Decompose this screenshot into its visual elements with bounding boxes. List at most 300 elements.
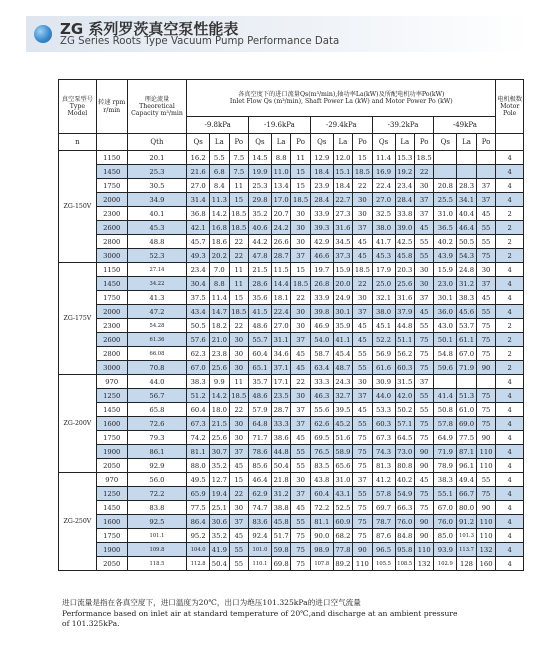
- table-cell: 30: [229, 361, 248, 375]
- table-cell: 37.1: [271, 361, 290, 375]
- table-cell: 28.7: [271, 403, 290, 417]
- table-cell: 28.4: [395, 193, 414, 207]
- table-cell: 109.8: [127, 543, 187, 557]
- table-cell: 55: [414, 389, 433, 403]
- table-cell: 41.3: [127, 291, 187, 305]
- table-cell: 113.7: [457, 543, 476, 557]
- table-cell: 1600: [96, 515, 127, 529]
- table-cell: 37: [291, 417, 310, 431]
- table-cell: 12.9: [310, 151, 333, 165]
- table-cell: 22.7: [333, 193, 352, 207]
- table-cell: 2000: [96, 193, 127, 207]
- table-cell: 50.5: [187, 319, 210, 333]
- table-cell: 22.4: [372, 179, 395, 193]
- table-cell: 56.7: [127, 389, 187, 403]
- table-cell: 30: [291, 207, 310, 221]
- table-cell: 27.0: [187, 179, 210, 193]
- table-cell: 75: [353, 515, 372, 529]
- table-cell: 2800: [96, 347, 127, 361]
- table-cell: 4: [496, 543, 524, 557]
- table-row: [59, 403, 524, 417]
- table-cell: 55: [291, 445, 310, 459]
- table-cell: 43.8: [310, 473, 333, 487]
- table-cell: 30.7: [210, 445, 229, 459]
- table-cell: 98.9: [310, 543, 333, 557]
- table-cell: 74.2: [187, 431, 210, 445]
- table-cell: 22: [353, 277, 372, 291]
- table-cell: 38.3: [434, 473, 457, 487]
- footnote-en-line1: Performance based on inlet air at standard temperature of 20℃,and discharge at an ambient pressure: [62, 608, 458, 618]
- table-cell: 4: [496, 277, 524, 291]
- table-cell: 40.4: [457, 207, 476, 221]
- table-cell: 39.3: [310, 221, 333, 235]
- table-cell: 7.5: [229, 165, 248, 179]
- table-cell: 52.5: [333, 501, 352, 515]
- table-cell: 78.7: [372, 515, 395, 529]
- table-cell: 11: [229, 263, 248, 277]
- table-cell: 25.3: [249, 179, 272, 193]
- table-cell: 76.5: [310, 445, 333, 459]
- table-cell: 65.9: [187, 487, 210, 501]
- table-cell: 45: [414, 473, 433, 487]
- table-cell: 50.4: [210, 557, 229, 571]
- table-cell: 25.6: [395, 277, 414, 291]
- table-cell: 18.5: [229, 207, 248, 221]
- table-cell: 30.9: [372, 375, 395, 389]
- table-cell: 43.1: [333, 487, 352, 501]
- table-cell: 30: [476, 263, 496, 277]
- table-cell: 37.5: [187, 291, 210, 305]
- table-cell: 75: [414, 361, 433, 375]
- table-cell: 60.4: [249, 347, 272, 361]
- table-cell: 43.9: [434, 249, 457, 263]
- table-cell: 59.8: [271, 543, 290, 557]
- table-cell: 57.6: [187, 333, 210, 347]
- table-cell: 1750: [96, 529, 127, 543]
- footnote: [62, 598, 532, 630]
- table-cell: 38.6: [271, 431, 290, 445]
- table-cell: 85.6: [249, 459, 272, 473]
- table-cell: 21.5: [249, 263, 272, 277]
- table-cell: 49.3: [187, 249, 210, 263]
- table-cell: 11.4: [210, 291, 229, 305]
- table-cell: 52.2: [372, 333, 395, 347]
- table-row: [59, 193, 524, 207]
- table-cell: 24.3: [333, 375, 352, 389]
- rpm-unit: n: [59, 134, 97, 151]
- table-row: [59, 473, 524, 487]
- table-cell: 45: [353, 333, 372, 347]
- table-cell: 4: [496, 375, 524, 389]
- table-cell: 27.0: [372, 193, 395, 207]
- table-cell: 22: [229, 403, 248, 417]
- table-cell: 72.2: [310, 501, 333, 515]
- table-cell: 2300: [96, 319, 127, 333]
- table-cell: 41.5: [249, 305, 272, 319]
- table-cell: 30: [229, 347, 248, 361]
- table-cell: 81.1: [310, 515, 333, 529]
- table-cell: 80.8: [395, 459, 414, 473]
- table-cell: 21.8: [271, 473, 290, 487]
- table-cell: 34.6: [271, 347, 290, 361]
- table-cell: 33.3: [310, 375, 333, 389]
- table-cell: 30: [291, 389, 310, 403]
- table-cell: 8.8: [271, 151, 290, 165]
- table-cell: 55: [353, 347, 372, 361]
- table-cell: 75: [353, 445, 372, 459]
- table-cell: 18.6: [210, 235, 229, 249]
- table-cell: 54.28: [127, 319, 187, 333]
- table-cell: 2: [496, 235, 524, 249]
- table-cell: 39.0: [395, 221, 414, 235]
- table-cell: 41.1: [333, 333, 352, 347]
- table-cell: 1250: [96, 487, 127, 501]
- table-cell: 16.8: [210, 221, 229, 235]
- table-cell: 36.5: [434, 221, 457, 235]
- table-cell: 4: [496, 193, 524, 207]
- table-cell: [434, 151, 457, 165]
- sub-header: Po: [291, 134, 310, 151]
- table-cell: 40.2: [395, 473, 414, 487]
- table-cell: 23.9: [310, 179, 333, 193]
- table-cell: 75: [414, 417, 433, 431]
- table-cell: 30: [229, 501, 248, 515]
- table-cell: [476, 151, 496, 165]
- table-cell: 15: [291, 263, 310, 277]
- table-cell: 2: [496, 319, 524, 333]
- table-cell: 9.9: [210, 375, 229, 389]
- table-cell: 19.9: [249, 165, 272, 179]
- table-cell: 7.5: [229, 151, 248, 165]
- table-cell: 4: [496, 165, 524, 179]
- table-cell: 110: [414, 543, 433, 557]
- performance-table: [58, 79, 524, 571]
- table-cell: 4: [496, 389, 524, 403]
- table-cell: 49.5: [187, 473, 210, 487]
- table-cell: 31.6: [395, 291, 414, 305]
- table-cell: 30.1: [333, 305, 352, 319]
- table-cell: 45: [291, 431, 310, 445]
- table-cell: 28.7: [271, 249, 290, 263]
- table-cell: 110.1: [249, 557, 272, 571]
- table-cell: 26.6: [271, 235, 290, 249]
- table-cell: 1900: [96, 543, 127, 557]
- table-cell: 37: [476, 193, 496, 207]
- table-cell: 77.5: [187, 501, 210, 515]
- table-cell: 56.9: [372, 347, 395, 361]
- table-cell: 75: [476, 333, 496, 347]
- table-cell: 61.0: [457, 403, 476, 417]
- table-cell: 34.1: [457, 193, 476, 207]
- table-cell: 90: [353, 543, 372, 557]
- table-cell: 2: [496, 221, 524, 235]
- capacity-unit: Qth: [127, 134, 187, 151]
- table-cell: 88.0: [187, 459, 210, 473]
- table-cell: 2050: [96, 459, 127, 473]
- table-cell: 53.7: [457, 319, 476, 333]
- table-cell: 4: [496, 459, 524, 473]
- table-cell: 90: [414, 445, 433, 459]
- sub-header: Po: [353, 134, 372, 151]
- table-cell: 63.4: [310, 361, 333, 375]
- table-cell: 55: [353, 417, 372, 431]
- table-cell: 30: [291, 319, 310, 333]
- table-cell: 4: [496, 179, 524, 193]
- table-cell: 37: [353, 473, 372, 487]
- table-cell: 37: [476, 179, 496, 193]
- table-cell: 37.3: [333, 249, 352, 263]
- table-cell: 54.8: [434, 347, 457, 361]
- table-cell: 18.5: [229, 221, 248, 235]
- table-cell: [457, 375, 476, 389]
- table-cell: 75: [476, 347, 496, 361]
- table-cell: 105.5: [372, 557, 395, 571]
- table-cell: 24.8: [457, 263, 476, 277]
- header-capacity: 理论流量 Theoretical Capacity m³/min: [127, 80, 187, 134]
- table-cell: 30.4: [187, 277, 210, 291]
- table-cell: 85.0: [434, 529, 457, 543]
- table-cell: 55: [291, 459, 310, 473]
- table-cell: 44.8: [271, 445, 290, 459]
- table-cell: 128: [457, 557, 476, 571]
- table-cell: 69.0: [457, 417, 476, 431]
- table-cell: 53.3: [372, 403, 395, 417]
- table-cell: 20.7: [271, 207, 290, 221]
- table-cell: 2: [496, 333, 524, 347]
- table-cell: 75: [476, 403, 496, 417]
- table-cell: 73.0: [395, 445, 414, 459]
- table-cell: 69.5: [310, 431, 333, 445]
- pressure-header: -19.6kPa: [249, 117, 311, 134]
- model-cell: ZG-175V: [59, 263, 97, 375]
- table-cell: 72.2: [127, 487, 187, 501]
- table-cell: 11.3: [210, 193, 229, 207]
- table-cell: 18.5: [229, 389, 248, 403]
- table-cell: 2: [496, 207, 524, 221]
- table-row: [59, 221, 524, 235]
- table-cell: 34.5: [333, 235, 352, 249]
- table-row: [59, 151, 524, 165]
- header-model: 真空泵型号 Type Model: [59, 80, 97, 134]
- table-cell: 61.1: [457, 333, 476, 347]
- motor-unit-spacer: [496, 134, 524, 151]
- table-cell: 89.2: [333, 557, 352, 571]
- table-cell: 38.0: [372, 221, 395, 235]
- table-row: [59, 277, 524, 291]
- bullet-icon: [34, 25, 52, 43]
- table-cell: 71.7: [249, 431, 272, 445]
- table-cell: 51.7: [271, 529, 290, 543]
- table-cell: 47.8: [249, 249, 272, 263]
- table-cell: 22: [353, 179, 372, 193]
- table-cell: 55.6: [310, 403, 333, 417]
- table-row: [59, 333, 524, 347]
- table-row: [59, 375, 524, 389]
- table-cell: 4: [496, 263, 524, 277]
- table-cell: 4: [496, 557, 524, 571]
- table-cell: 92.5: [127, 515, 187, 529]
- table-cell: 59.6: [434, 361, 457, 375]
- table-cell: 81.1: [187, 445, 210, 459]
- table-cell: 6.8: [210, 165, 229, 179]
- table-cell: 104.0: [187, 543, 210, 557]
- table-cell: 45.8: [271, 515, 290, 529]
- table-row: [59, 291, 524, 305]
- table-cell: 110: [476, 529, 496, 543]
- table-cell: 35.2: [210, 459, 229, 473]
- table-cell: 35.7: [249, 375, 272, 389]
- table-cell: 14.4: [271, 277, 290, 291]
- table-cell: 67.3: [187, 417, 210, 431]
- table-cell: 75: [476, 319, 496, 333]
- table-cell: 30: [291, 235, 310, 249]
- table-cell: 2800: [96, 235, 127, 249]
- table-cell: 4: [496, 305, 524, 319]
- table-cell: 45.7: [187, 235, 210, 249]
- table-cell: 11.4: [372, 151, 395, 165]
- table-cell: 45: [476, 207, 496, 221]
- table-cell: 55.1: [434, 487, 457, 501]
- table-cell: 30.1: [434, 291, 457, 305]
- table-cell: 96.1: [457, 459, 476, 473]
- table-cell: 37: [229, 445, 248, 459]
- table-cell: 24.2: [271, 221, 290, 235]
- pressure-header: -49kPa: [434, 117, 496, 134]
- table-cell: 42.5: [395, 235, 414, 249]
- table-cell: 45.1: [372, 319, 395, 333]
- table-cell: 75: [353, 529, 372, 543]
- table-cell: 35.2: [210, 529, 229, 543]
- table-cell: 3000: [96, 361, 127, 375]
- table-cell: 75: [476, 487, 496, 501]
- table-cell: 75: [414, 347, 433, 361]
- table-cell: 60.9: [333, 515, 352, 529]
- table-cell: 15: [229, 193, 248, 207]
- sub-header: La: [457, 134, 476, 151]
- table-cell: 13.4: [271, 179, 290, 193]
- pressure-header: -29.4kPa: [310, 117, 372, 134]
- table-cell: 32.7: [333, 389, 352, 403]
- table-cell: 75: [353, 459, 372, 473]
- table-cell: 64.9: [434, 431, 457, 445]
- table-cell: 1450: [96, 501, 127, 515]
- table-cell: 75: [476, 389, 496, 403]
- table-cell: 43.4: [187, 305, 210, 319]
- table-cell: 31.2: [457, 277, 476, 291]
- table-cell: 41.2: [372, 473, 395, 487]
- table-cell: 75: [414, 487, 433, 501]
- table-cell: 54.3: [457, 249, 476, 263]
- table-cell: 44.0: [372, 389, 395, 403]
- table-cell: 19.7: [310, 263, 333, 277]
- table-cell: 45: [353, 235, 372, 249]
- table-cell: 35.2: [249, 207, 272, 221]
- table-cell: 55: [291, 515, 310, 529]
- table-cell: 54.0: [310, 333, 333, 347]
- table-cell: 132: [476, 543, 496, 557]
- table-cell: 14.2: [210, 207, 229, 221]
- table-cell: 30: [353, 291, 372, 305]
- table-cell: 75: [476, 249, 496, 263]
- table-cell: 61.36: [127, 333, 187, 347]
- table-cell: 55: [353, 487, 372, 501]
- table-cell: 22: [291, 375, 310, 389]
- table-cell: 20.2: [210, 249, 229, 263]
- table-cell: 16.9: [372, 165, 395, 179]
- table-cell: 110: [476, 445, 496, 459]
- table-row: [59, 529, 524, 543]
- table-cell: 68.2: [333, 529, 352, 543]
- table-cell: 55: [414, 403, 433, 417]
- table-cell: 55: [414, 319, 433, 333]
- table-row: [59, 487, 524, 501]
- table-cell: 90.0: [310, 529, 333, 543]
- table-cell: 108.5: [395, 557, 414, 571]
- table-cell: 29.8: [249, 193, 272, 207]
- table-cell: 22: [229, 249, 248, 263]
- table-cell: 78.9: [434, 459, 457, 473]
- table-cell: 18.5: [353, 263, 372, 277]
- table-cell: 11: [229, 179, 248, 193]
- table-cell: 2: [496, 249, 524, 263]
- table-cell: 14.5: [249, 151, 272, 165]
- table-cell: 19.2: [395, 165, 414, 179]
- table-cell: 24.9: [333, 291, 352, 305]
- table-cell: 48.7: [333, 361, 352, 375]
- table-cell: 25.0: [372, 277, 395, 291]
- table-cell: 86.4: [187, 515, 210, 529]
- table-cell: 62.9: [249, 487, 272, 501]
- table-row: [59, 445, 524, 459]
- table-cell: 45.8: [395, 249, 414, 263]
- table-cell: 30: [353, 207, 372, 221]
- table-cell: 8.8: [210, 277, 229, 291]
- table-cell: 11.5: [271, 263, 290, 277]
- table-cell: 37: [291, 403, 310, 417]
- table-cell: 37: [291, 487, 310, 501]
- table-row: [59, 557, 524, 571]
- table-cell: 2050: [96, 557, 127, 571]
- table-cell: 45: [476, 291, 496, 305]
- table-cell: 75: [353, 501, 372, 515]
- table-cell: 28.4: [310, 193, 333, 207]
- table-cell: 2600: [96, 221, 127, 235]
- table-cell: 37: [353, 221, 372, 235]
- table-cell: 30: [291, 473, 310, 487]
- table-cell: 58.9: [333, 445, 352, 459]
- table-cell: 30: [353, 375, 372, 389]
- table-cell: 4: [496, 487, 524, 501]
- table-cell: 45.2: [333, 417, 352, 431]
- table-cell: 57.8: [372, 487, 395, 501]
- table-cell: 46.9: [310, 319, 333, 333]
- table-cell: 75: [291, 557, 310, 571]
- table-cell: 38.8: [271, 501, 290, 515]
- table-cell: 57.9: [249, 403, 272, 417]
- table-cell: 49.4: [457, 473, 476, 487]
- table-cell: 84.8: [395, 529, 414, 543]
- header-motor-pole: 电机极数 Motor Pole: [496, 80, 524, 134]
- table-cell: 45.6: [457, 305, 476, 319]
- table-cell: 11: [291, 151, 310, 165]
- table-cell: 15: [229, 473, 248, 487]
- table-cell: 74.7: [249, 501, 272, 515]
- table-cell: 25.1: [210, 501, 229, 515]
- table-cell: 37: [414, 291, 433, 305]
- table-cell: 45.4: [333, 347, 352, 361]
- table-cell: 15: [291, 165, 310, 179]
- table-cell: 30: [353, 193, 372, 207]
